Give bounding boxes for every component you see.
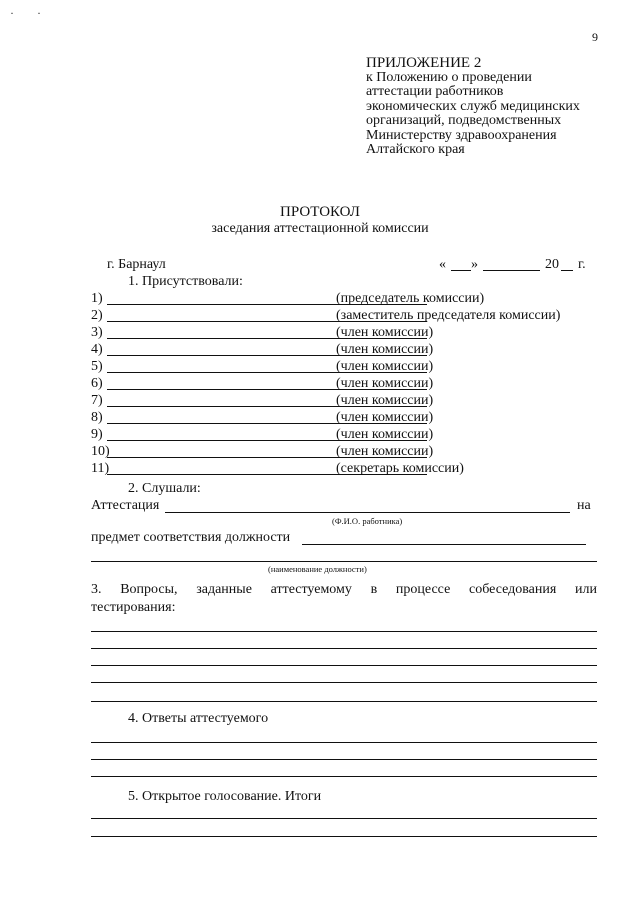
member-role: (член комиссии) bbox=[336, 444, 434, 459]
member-role: (член комиссии) bbox=[336, 325, 434, 340]
member-role: (член комиссии) bbox=[336, 359, 434, 374]
employee-name-field[interactable] bbox=[165, 512, 570, 513]
on-label: на bbox=[577, 498, 591, 513]
appendix-line: экономических служб медицинских bbox=[366, 98, 580, 114]
member-number: 11) bbox=[91, 461, 110, 476]
appendix-line: Министерству здравоохранения bbox=[366, 127, 557, 143]
appendix-block bbox=[366, 56, 580, 158]
member-number: 4) bbox=[91, 342, 103, 357]
voting-line[interactable] bbox=[91, 836, 597, 837]
answers-line[interactable] bbox=[91, 759, 597, 760]
appendix-line: Алтайского края bbox=[366, 142, 465, 157]
attestation-label: Аттестация bbox=[91, 498, 160, 513]
member-role: (член комиссии) bbox=[336, 410, 434, 425]
answers-line[interactable] bbox=[91, 776, 597, 777]
date-day-field[interactable] bbox=[451, 270, 471, 271]
document-title: ПРОТОКОЛ bbox=[280, 204, 360, 220]
member-role: (член комиссии) bbox=[336, 376, 434, 391]
position-hint: (наименование должности) bbox=[268, 564, 367, 574]
member-number: 1) bbox=[91, 291, 103, 306]
questions-text-line2: тестирования: bbox=[91, 600, 176, 615]
city: г. Барнаул bbox=[107, 257, 166, 272]
page-number: 9 bbox=[592, 30, 598, 44]
questions-text-line1: 3. Вопросы, заданные аттестуемому в процессе собеседования или bbox=[91, 582, 597, 597]
year-prefix: 20 bbox=[545, 257, 559, 272]
position-field[interactable] bbox=[302, 544, 586, 545]
date-year-field[interactable] bbox=[561, 270, 573, 271]
member-role: (председатель комиссии) bbox=[336, 291, 485, 306]
answers-line[interactable] bbox=[91, 742, 597, 743]
member-role: (член комиссии) bbox=[336, 342, 434, 357]
date-open-quote: « bbox=[439, 257, 446, 272]
member-role: (член комиссии) bbox=[336, 393, 434, 408]
document-subtitle: заседания аттестационной комиссии bbox=[211, 221, 429, 236]
member-role: (заместитель председателя комиссии) bbox=[336, 308, 561, 323]
member-number: 6) bbox=[91, 376, 103, 391]
member-number: 10) bbox=[91, 444, 110, 459]
member-number: 2) bbox=[91, 308, 103, 323]
appendix-line: организаций, подведомственных bbox=[366, 113, 562, 128]
member-number: 9) bbox=[91, 427, 103, 442]
year-suffix: г. bbox=[578, 257, 586, 272]
questions-answer-line[interactable] bbox=[91, 701, 597, 702]
corner-marks: · · bbox=[10, 6, 51, 20]
member-role: (секретарь комиссии) bbox=[336, 461, 464, 476]
subject-label: предмет соответствия должности bbox=[91, 530, 291, 545]
heard-heading: 2. Слушали: bbox=[128, 481, 201, 496]
member-number: 8) bbox=[91, 410, 103, 425]
questions-answer-line[interactable] bbox=[91, 665, 597, 666]
fio-hint: (Ф.И.О. работника) bbox=[332, 516, 403, 526]
voting-line[interactable] bbox=[91, 818, 597, 819]
member-number: 5) bbox=[91, 359, 103, 374]
member-number: 7) bbox=[91, 393, 103, 408]
date-month-field[interactable] bbox=[483, 270, 540, 271]
member-role: (член комиссии) bbox=[336, 427, 434, 442]
questions-answer-line[interactable] bbox=[91, 648, 597, 649]
appendix-line: к Положению о проведении bbox=[366, 69, 532, 85]
position-field-continued[interactable] bbox=[91, 561, 597, 562]
voting-heading: 5. Открытое голосование. Итоги bbox=[128, 789, 322, 804]
appendix-title: ПРИЛОЖЕНИЕ 2 bbox=[366, 55, 482, 71]
present-heading: 1. Присутствовали: bbox=[128, 274, 243, 289]
questions-answer-line[interactable] bbox=[91, 631, 597, 632]
member-number: 3) bbox=[91, 325, 103, 340]
questions-answer-line[interactable] bbox=[91, 682, 597, 683]
appendix-line: аттестации работников bbox=[366, 84, 504, 99]
answers-heading: 4. Ответы аттестуемого bbox=[128, 711, 269, 726]
date-close-quote: » bbox=[471, 257, 478, 272]
